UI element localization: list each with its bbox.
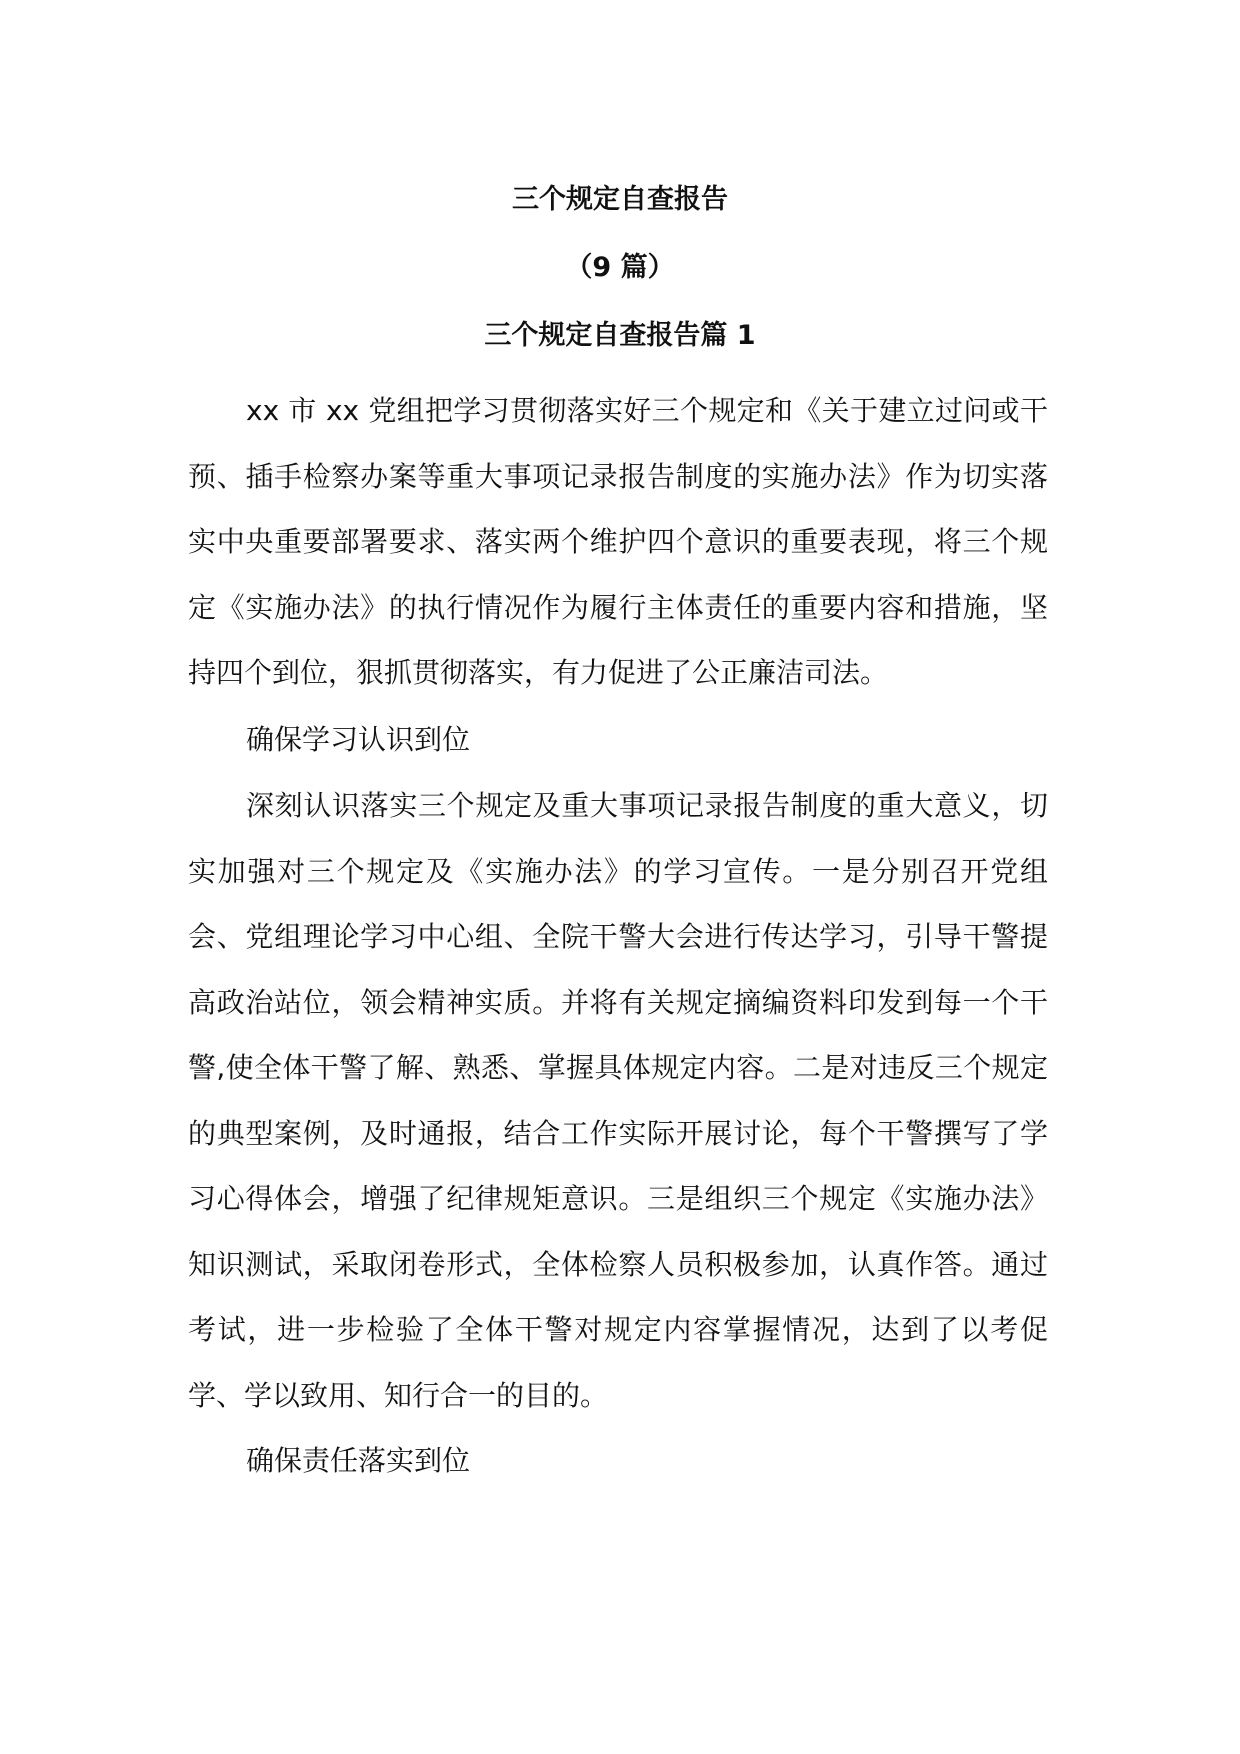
paragraph-text: 深刻认识落实三个规定及重大事项记录报告制度的重大意义，切实加强对三个规定及《实施办法》的学习宣传。一是分别召开党组会、党组理论学习中心组、全院干警大会进行传达学习，引导干警提高政治站位，领会精神实质。并将有关规定摘编资料印发到每一个干警,使全体干警了解、熟悉、掌握具体规定内容。二是对违反三个规定的典型案例，及时通报，结合工作实际开展讨论，每个干警撰写了学习心得体会，增强了纪律规矩意识。三是组织三个规定《实施办法》知识测试，采取闭卷形式，全体检察人员积极参加，认真作答。通过考试，进一步检验了全体干警对规定内容掌握情况，达到了以考促学、学以致用、知行合一的目的。 [188,789,1048,1412]
document-title: 三个规定自查报告 [512,184,728,215]
subheading-learning: 确保学习认识到位 [246,723,471,756]
paragraph-text: xx 市 xx 党组把学习贯彻落实好三个规定和《关于建立过问或干预、插手检察办案等重大事项记录报告制度的实施办法》作为切实落实中央重要部署要求、落实两个维护四个意识的重要表现，将三个规定《实施办法》的执行情况作为履行主体责任的重要内容和措施，坚持四个到位，狠抓贯彻落实，有力促进了公正廉洁司法。 [188,394,1048,689]
document-subtitle: （9 篇） [565,252,675,283]
body-paragraph-2 [188,773,1048,1428]
subheading-responsibility: 确保责任落实到位 [246,1444,471,1477]
body-paragraph-1 [188,378,1048,706]
section-title: 三个规定自查报告篇 1 [484,320,756,351]
